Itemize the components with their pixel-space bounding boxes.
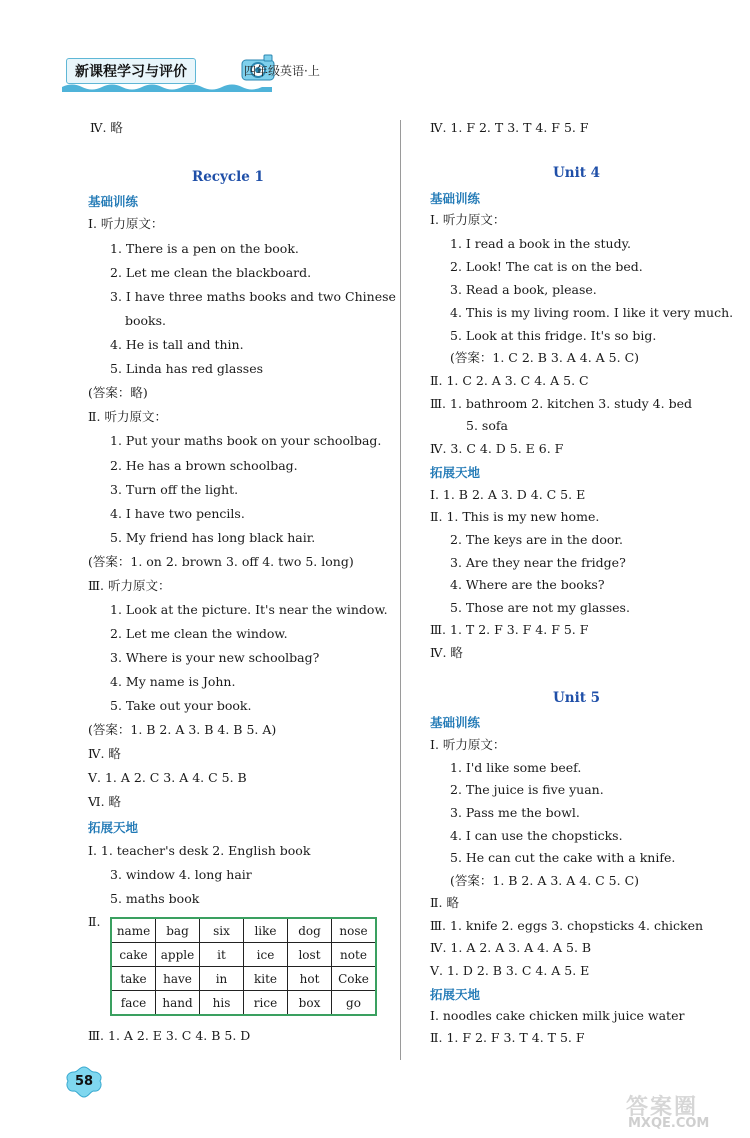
table-cell: Coke (332, 967, 377, 991)
transcript-line: 1. There is a pen on the book. (110, 241, 299, 256)
answer-line: Ⅰ. 1. teacher's desk 2. English book (88, 843, 311, 858)
transcript-line: 5. My friend has long black hair. (110, 530, 316, 545)
answer-line: (答案：1. B 2. A 3. A 4. C 5. C) (450, 873, 640, 888)
table-cell: take (111, 967, 156, 991)
table-cell: have (156, 967, 200, 991)
transcript-line: 3. Turn off the light. (110, 482, 239, 497)
table-cell: bag (156, 918, 200, 943)
table-row (111, 967, 376, 991)
answer-line: Ⅳ. 略 (90, 120, 123, 135)
answer-line: Ⅱ. 1. This is my new home. (430, 509, 600, 524)
transcript-line: 1. I read a book in the study. (450, 236, 631, 251)
transcript-line: 2. He has a brown schoolbag. (110, 458, 298, 473)
table-row (111, 918, 376, 943)
table-cell: go (332, 991, 377, 1016)
table-cell: lost (288, 943, 332, 967)
answer-line: Ⅴ. 1. A 2. C 3. A 4. C 5. B (88, 770, 247, 785)
section-title-unit-4: Unit 4 (553, 165, 601, 181)
section-title-recycle-1: Recycle 1 (192, 169, 264, 185)
answer-line: (答案：1. on 2. brown 3. off 4. two 5. long) (88, 554, 354, 569)
phonics-word-table (110, 917, 377, 1016)
answer-line: Ⅲ. 1. knife 2. eggs 3. chopsticks 4. chicken (430, 918, 704, 933)
answer-line: Ⅰ. 1. B 2. A 3. D 4. C 5. E (430, 487, 586, 502)
column-divider (400, 120, 401, 1060)
table-cell: name (111, 918, 156, 943)
book-series-title: 新课程学习与评价 (66, 58, 196, 84)
transcript-line: 5. He can cut the cake with a knife. (450, 850, 676, 865)
transcript-line: 2. Let me clean the blackboard. (110, 265, 312, 280)
transcript-line: 3. Where is your new schoolbag? (110, 650, 320, 665)
section-heading-basic: 基础训练 (430, 191, 481, 206)
section-heading-extension: 拓展天地 (430, 465, 481, 480)
answer-line: Ⅲ. 1. bathroom 2. kitchen 3. study 4. bed (430, 396, 692, 411)
transcript-line: 4. This is my living room. I like it very much. (450, 305, 734, 320)
answer-line: Ⅳ. 1. A 2. A 3. A 4. A 5. B (430, 940, 592, 955)
transcript-line: 1. Put your maths book on your schoolbag. (110, 433, 382, 448)
section-heading-extension: 拓展天地 (430, 987, 481, 1002)
table-cell: nose (332, 918, 377, 943)
answer-line: (答案：1. B 2. A 3. B 4. B 5. A) (88, 722, 277, 737)
transcript-line: 3. I have three maths books and two Chinese (110, 289, 396, 304)
answer-line: (答案：略) (88, 385, 148, 400)
table-cell: in (200, 967, 244, 991)
table-cell: it (200, 943, 244, 967)
answer-line: 2. The keys are in the door. (450, 532, 623, 547)
question-title: Ⅲ. 听力原文： (88, 578, 171, 593)
question-title: Ⅱ. 听力原文： (88, 409, 167, 424)
transcript-line: 5. Take out your book. (110, 698, 252, 713)
table-cell: six (200, 918, 244, 943)
section-heading-extension: 拓展天地 (88, 820, 139, 835)
table-cell: ice (244, 943, 288, 967)
answer-line: Ⅲ. 1. T 2. F 3. F 4. F 5. F (430, 622, 589, 637)
answer-line: Ⅳ. 略 (88, 746, 121, 761)
answer-line: Ⅴ. 1. D 2. B 3. C 4. A 5. E (430, 963, 590, 978)
question-title: Ⅰ. 听力原文： (430, 212, 506, 227)
transcript-line: 3. Read a book, please. (450, 282, 597, 297)
answer-line: Ⅳ. 1. F 2. T 3. T 4. F 5. F (430, 120, 589, 135)
table-cell: dog (288, 918, 332, 943)
answer-line: (答案：1. C 2. B 3. A 4. A 5. C) (450, 350, 640, 365)
section-heading-basic: 基础训练 (430, 715, 481, 730)
table-cell: like (244, 918, 288, 943)
table-cell: note (332, 943, 377, 967)
page-number-badge (64, 1066, 104, 1098)
table-row (111, 991, 376, 1016)
answer-line: Ⅰ. noodles cake chicken milk juice water (430, 1008, 685, 1023)
grade-subject-label: 四年级英语·上 (244, 64, 320, 78)
table-cell: his (200, 991, 244, 1016)
transcript-line: 4. I have two pencils. (110, 506, 245, 521)
table-cell: hand (156, 991, 200, 1016)
transcript-line: 4. He is tall and thin. (110, 337, 244, 352)
answer-line: Ⅲ. 1. A 2. E 3. C 4. B 5. D (88, 1028, 251, 1043)
answer-line: 5. maths book (110, 891, 200, 906)
transcript-line: books. (125, 313, 167, 328)
table-cell: face (111, 991, 156, 1016)
table-cell: cake (111, 943, 156, 967)
section-heading-basic: 基础训练 (88, 194, 139, 209)
answer-line: Ⅳ. 3. C 4. D 5. E 6. F (430, 441, 564, 456)
answer-line: Ⅱ. 1. C 2. A 3. C 4. A 5. C (430, 373, 589, 388)
table-cell: hot (288, 967, 332, 991)
question-title: Ⅰ. 听力原文： (430, 737, 506, 752)
answer-line: 5. Those are not my glasses. (450, 600, 630, 615)
table-cell: kite (244, 967, 288, 991)
transcript-line: 5. Look at this fridge. It's so big. (450, 328, 657, 343)
table-cell: apple (156, 943, 200, 967)
answer-line: 3. Are they near the fridge? (450, 555, 626, 570)
answer-line: Ⅳ. 略 (430, 645, 463, 660)
table-cell: box (288, 991, 332, 1016)
answer-line: Ⅱ. 1. F 2. F 3. T 4. T 5. F (430, 1030, 585, 1045)
transcript-line: 1. Look at the picture. It's near the window. (110, 602, 388, 617)
transcript-line: 4. My name is John. (110, 674, 236, 689)
table-row (111, 943, 376, 967)
question-title: Ⅱ. (88, 914, 101, 929)
answer-line: 3. window 4. long hair (110, 867, 252, 882)
transcript-line: 4. I can use the chopsticks. (450, 828, 623, 843)
answer-line: Ⅵ. 略 (88, 794, 122, 809)
page-number: 58 (74, 1074, 94, 1089)
section-title-unit-5: Unit 5 (553, 690, 601, 706)
answer-line: 4. Where are the books? (450, 577, 605, 592)
watermark (618, 1090, 748, 1134)
watermark-url: MXQE.COM (628, 1116, 710, 1131)
answer-line: Ⅱ. 略 (430, 895, 459, 910)
transcript-line: 5. Linda has red glasses (110, 361, 264, 376)
transcript-line: 2. Let me clean the window. (110, 626, 288, 641)
question-title: Ⅰ. 听力原文： (88, 216, 164, 231)
transcript-line: 3. Pass me the bowl. (450, 805, 580, 820)
transcript-line: 1. I'd like some beef. (450, 760, 582, 775)
watermark-text: 答案圈 (626, 1095, 699, 1120)
answer-line: 5. sofa (466, 418, 508, 433)
table-cell: rice (244, 991, 288, 1016)
transcript-line: 2. The juice is five yuan. (450, 782, 604, 797)
transcript-line: 2. Look! The cat is on the bed. (450, 259, 643, 274)
